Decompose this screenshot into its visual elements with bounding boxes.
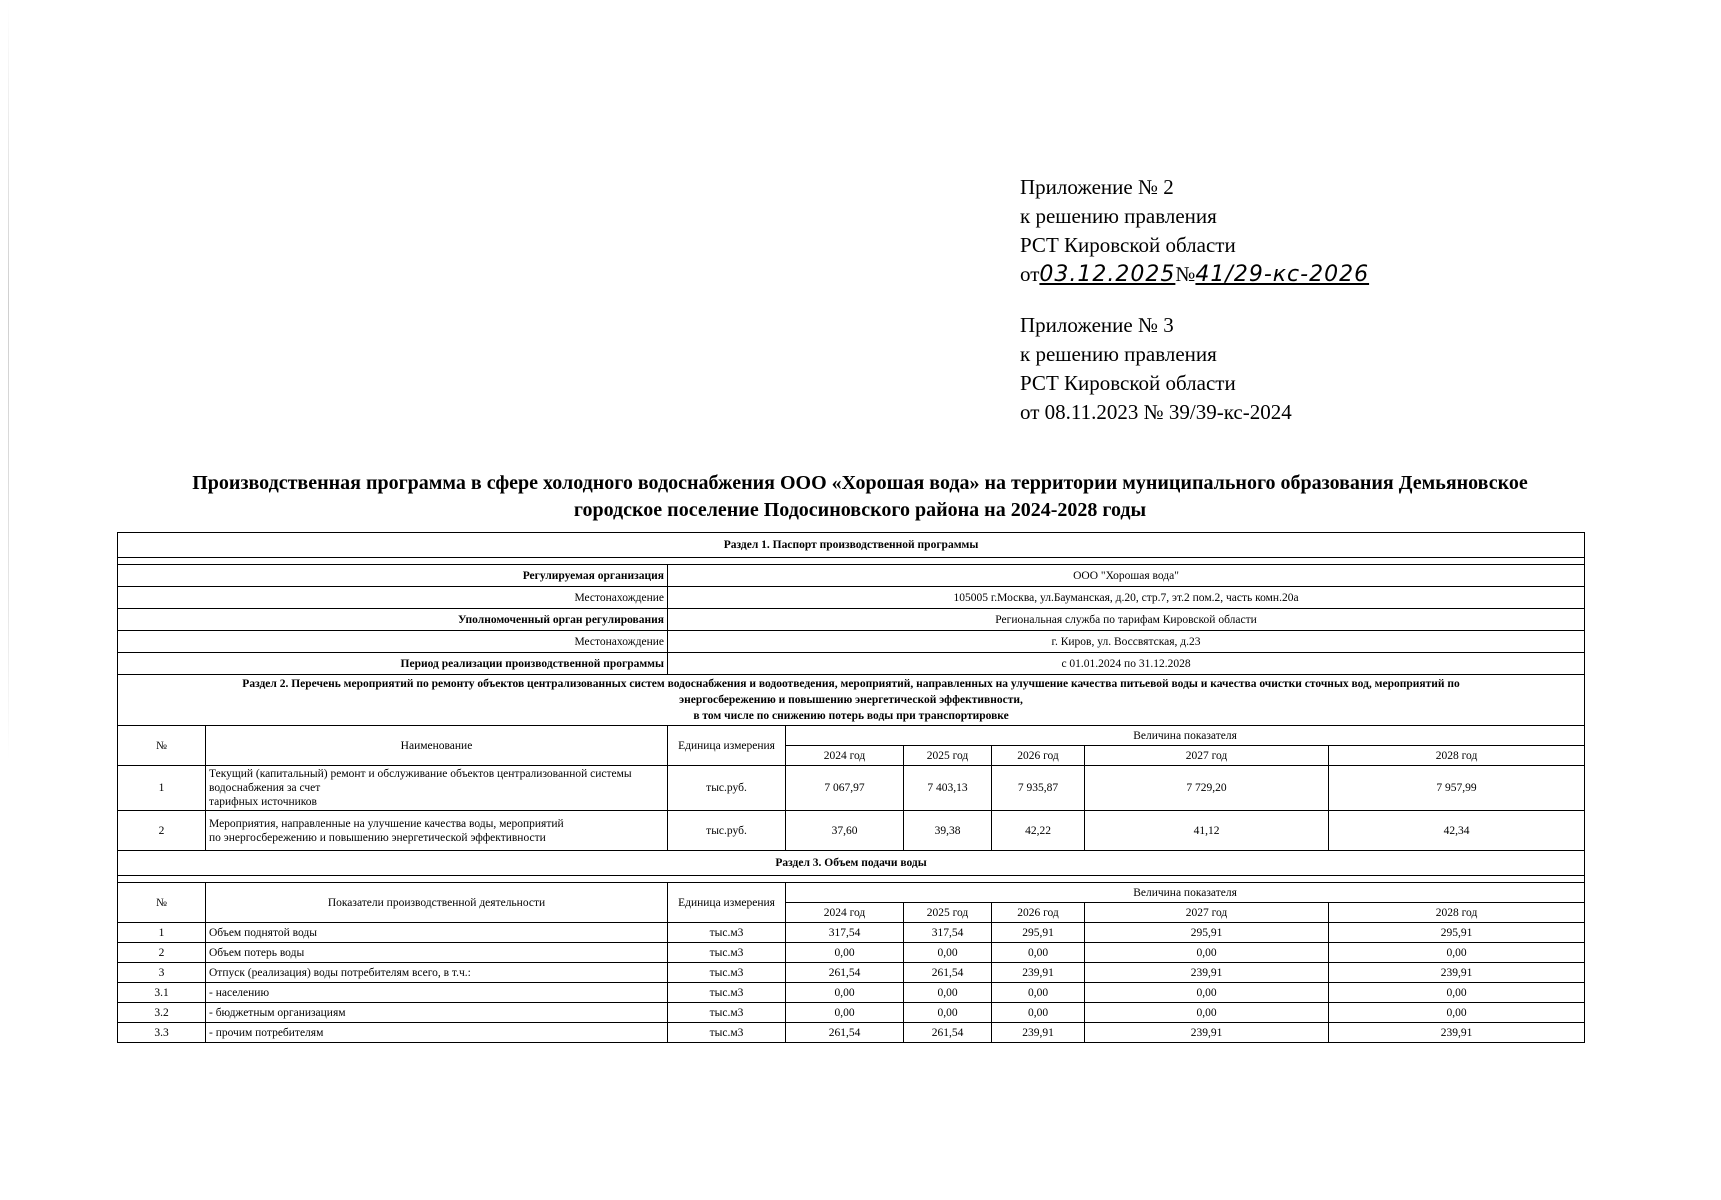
spacer-row: [118, 558, 1585, 565]
appendix-decision-line: к решению правления: [1020, 204, 1217, 228]
row-value: 261,54: [786, 963, 904, 983]
passport-row: [118, 565, 1585, 587]
row-value: 0,00: [992, 943, 1085, 963]
passport-value: с 01.01.2024 по 31.12.2028: [668, 653, 1585, 675]
row-number: 3.1: [118, 983, 206, 1003]
row-value: 317,54: [786, 923, 904, 943]
passport-value: 105005 г.Москва, ул.Бауманская, д.20, стр.7, эт.2 пом.2, часть комн.20а: [668, 587, 1585, 609]
column-header-year: 2028 год: [1329, 746, 1585, 766]
row-value: 0,00: [904, 1003, 992, 1023]
row-value: 0,00: [904, 943, 992, 963]
row-value: 39,38: [904, 811, 992, 851]
passport-label: Период реализации производственной программы: [118, 653, 668, 675]
handwritten-date: 03.12.2025: [1039, 262, 1176, 287]
section2-title-line-2: энергосбережению и повышению энергетической эффективности,: [679, 694, 1023, 706]
passport-row: [118, 653, 1585, 675]
row-name: [206, 811, 668, 851]
row-name-line: Текущий (капитальный) ремонт и обслуживание объектов централизованной системы водоснабжения за счет: [209, 768, 632, 794]
appendix-authority-line: РСТ Кировской области: [1020, 371, 1236, 395]
row-name: Объем потерь воды: [206, 943, 668, 963]
column-header-year: 2025 год: [904, 746, 992, 766]
row-unit: тыс.м3: [668, 1003, 786, 1023]
appendix-date-line: [1020, 260, 1369, 289]
section2-title-line-3: в том числе по снижению потерь воды при транспортировке: [693, 710, 1009, 722]
row-name-line: тарифных источников: [209, 796, 317, 808]
row-name-line: Мероприятия, направленные на улучшение качества воды, мероприятий: [209, 817, 564, 830]
column-header-name: Показатели производственной деятельности: [206, 883, 668, 923]
row-name: Отпуск (реализация) воды потребителям всего, в т.ч.:: [206, 963, 668, 983]
row-value: 239,91: [1329, 1023, 1585, 1043]
column-header-name: Наименование: [206, 726, 668, 766]
appendix-heading: Приложение № 2: [1020, 175, 1174, 199]
row-value: 261,54: [904, 963, 992, 983]
column-header-year: 2027 год: [1085, 903, 1329, 923]
handwritten-number: 41/29-кс-2026: [1195, 262, 1370, 287]
program-table: [117, 532, 1585, 1043]
row-name-line: по энергосбережению и повышению энергетической эффективности: [209, 831, 546, 844]
row-value: 7 403,13: [904, 766, 992, 811]
row-value: 239,91: [1329, 963, 1585, 983]
row-unit: тыс.м3: [668, 963, 786, 983]
column-header-year: 2027 год: [1085, 746, 1329, 766]
passport-label: Местонахождение: [118, 587, 668, 609]
appendix-decision-line: к решению правления: [1020, 342, 1217, 366]
passport-value: Региональная служба по тарифам Кировской области: [668, 609, 1585, 631]
row-name: [206, 766, 668, 811]
table-row: [118, 811, 1585, 851]
row-value: 0,00: [1085, 983, 1329, 1003]
passport-label: Регулируемая организация: [118, 565, 668, 587]
section2-title-line-1: Раздел 2. Перечень мероприятий по ремонту объектов централизованных систем водоснабжения и водоотведения, мероприятий, направленных на улучшение качества питьевой воды и качества очистки сточных вод, мероприятий по: [242, 678, 1460, 690]
row-number: 3: [118, 963, 206, 983]
row-name: - прочим потребителям: [206, 1023, 668, 1043]
row-unit: тыс.руб.: [668, 811, 786, 851]
row-value: 7 067,97: [786, 766, 904, 811]
column-header-unit: Единица измерения: [668, 883, 786, 923]
table-row: [118, 1023, 1585, 1043]
passport-label: Местонахождение: [118, 631, 668, 653]
passport-row: [118, 587, 1585, 609]
row-unit: тыс.руб.: [668, 766, 786, 811]
column-header-year: 2026 год: [992, 746, 1085, 766]
row-value: 42,22: [992, 811, 1085, 851]
row-value: 0,00: [1085, 943, 1329, 963]
row-value: 261,54: [786, 1023, 904, 1043]
section3-title: Раздел 3. Объем подачи воды: [118, 851, 1585, 876]
passport-value: г. Киров, ул. Воссвятская, д.23: [668, 631, 1585, 653]
column-header-year: 2028 год: [1329, 903, 1585, 923]
number-sign: №: [1175, 262, 1196, 286]
row-name: - населению: [206, 983, 668, 1003]
passport-label: Уполномоченный орган регулирования: [118, 609, 668, 631]
title-line-1: Производственная программа в сфере холодного водоснабжения ООО «Хорошая вода» на территории муниципального образования Демьяновское: [192, 472, 1528, 494]
row-value: 37,60: [786, 811, 904, 851]
column-header-year: 2025 год: [904, 903, 992, 923]
row-name: - бюджетным организациям: [206, 1003, 668, 1023]
appendix-heading: Приложение № 3: [1020, 313, 1174, 337]
row-value: 239,91: [992, 1023, 1085, 1043]
row-value: 317,54: [904, 923, 992, 943]
passport-row: [118, 631, 1585, 653]
appendix-date-line: от 08.11.2023 № 39/39-кс-2024: [1020, 400, 1292, 424]
row-unit: тыс.м3: [668, 1023, 786, 1043]
row-value: 0,00: [992, 983, 1085, 1003]
row-name: Объем поднятой воды: [206, 923, 668, 943]
table-row: [118, 943, 1585, 963]
row-value: 295,91: [992, 923, 1085, 943]
column-header-value: Величина показателя: [786, 883, 1585, 903]
date-prefix: от: [1020, 262, 1040, 286]
column-header-number: №: [118, 726, 206, 766]
column-header-year: 2024 год: [786, 903, 904, 923]
row-number: 1: [118, 923, 206, 943]
row-value: 41,12: [1085, 811, 1329, 851]
section1-title: Раздел 1. Паспорт производственной программы: [118, 533, 1585, 558]
scan-edge-line: [8, 0, 9, 760]
row-value: 0,00: [992, 1003, 1085, 1023]
row-unit: тыс.м3: [668, 923, 786, 943]
appendix-current-block: [1020, 173, 1369, 289]
section2-title: [118, 675, 1585, 726]
row-value: 295,91: [1085, 923, 1329, 943]
row-value: 42,34: [1329, 811, 1585, 851]
column-header-number: №: [118, 883, 206, 923]
appendix-previous-block: [1020, 311, 1292, 427]
row-unit: тыс.м3: [668, 983, 786, 1003]
spacer-row: [118, 876, 1585, 883]
row-value: 0,00: [786, 943, 904, 963]
table-row: [118, 923, 1585, 943]
column-header-unit: Единица измерения: [668, 726, 786, 766]
row-number: 1: [118, 766, 206, 811]
row-value: 7 729,20: [1085, 766, 1329, 811]
table-row: [118, 963, 1585, 983]
passport-value: ООО "Хорошая вода": [668, 565, 1585, 587]
row-value: 261,54: [904, 1023, 992, 1043]
row-value: 239,91: [992, 963, 1085, 983]
row-value: 0,00: [786, 983, 904, 1003]
row-value: 0,00: [1329, 943, 1585, 963]
column-header-year: 2026 год: [992, 903, 1085, 923]
row-value: 7 957,99: [1329, 766, 1585, 811]
table-row: [118, 1003, 1585, 1023]
row-value: 0,00: [904, 983, 992, 1003]
row-value: 7 935,87: [992, 766, 1085, 811]
row-number: 3.3: [118, 1023, 206, 1043]
row-number: 3.2: [118, 1003, 206, 1023]
row-number: 2: [118, 943, 206, 963]
row-value: 0,00: [786, 1003, 904, 1023]
column-header-value: Величина показателя: [786, 726, 1585, 746]
table-row: [118, 766, 1585, 811]
row-value: 239,91: [1085, 1023, 1329, 1043]
row-unit: тыс.м3: [668, 943, 786, 963]
row-value: 0,00: [1085, 1003, 1329, 1023]
column-header-year: 2024 год: [786, 746, 904, 766]
document-title: [110, 470, 1610, 524]
row-number: 2: [118, 811, 206, 851]
row-value: 239,91: [1085, 963, 1329, 983]
appendix-authority-line: РСТ Кировской области: [1020, 233, 1236, 257]
row-value: 295,91: [1329, 923, 1585, 943]
title-line-2: городское поселение Подосиновского района на 2024-2028 годы: [573, 499, 1147, 521]
row-value: 0,00: [1329, 1003, 1585, 1023]
passport-row: [118, 609, 1585, 631]
row-value: 0,00: [1329, 983, 1585, 1003]
table-row: [118, 983, 1585, 1003]
